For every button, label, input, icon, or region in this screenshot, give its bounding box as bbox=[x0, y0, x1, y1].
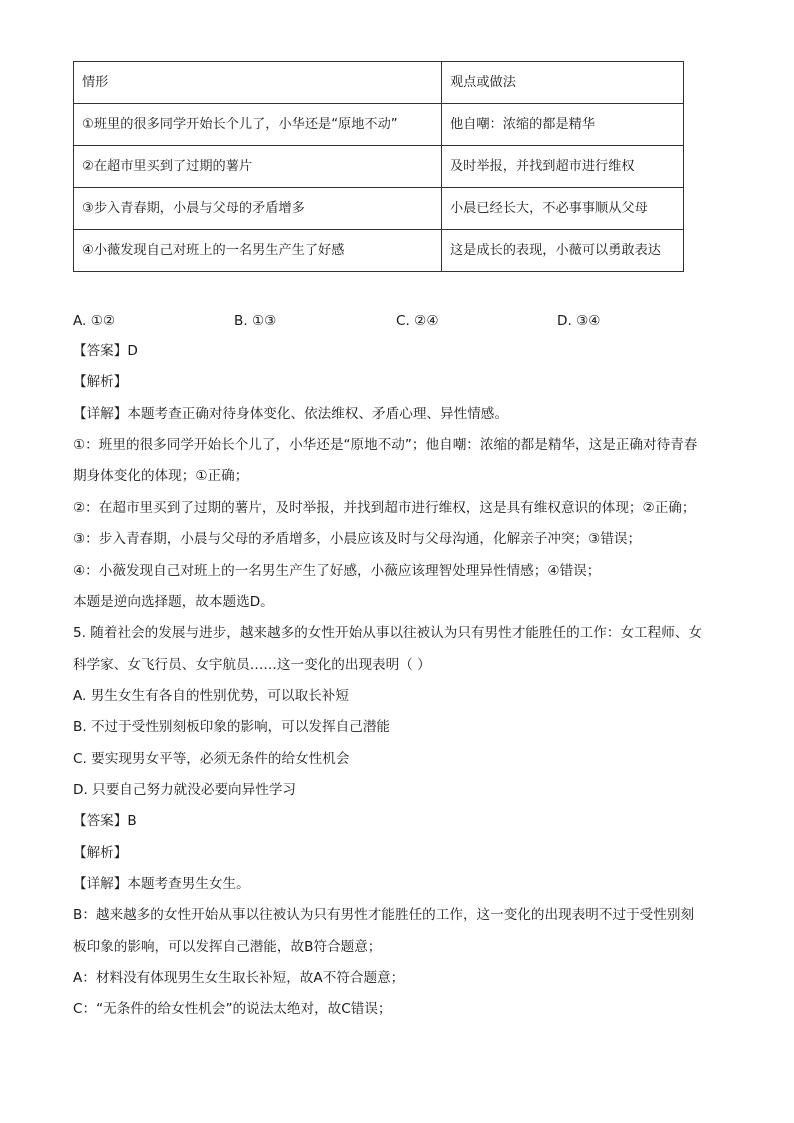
q5-point-a: A：材料没有体现男生女生取长补短，故A不符合题意； bbox=[73, 970, 405, 986]
q5-answer: 【答案】B bbox=[73, 813, 137, 829]
table-header-row bbox=[74, 62, 684, 104]
header-opinion: 观点或做法 bbox=[442, 62, 684, 104]
q4-detail: 【详解】本题考查正确对待身体变化、依法维权、矛盾心理、异性情感。 bbox=[73, 406, 508, 422]
q4-point-1-line-2: 期身体变化的体现；①正确； bbox=[73, 468, 249, 484]
q4-analysis-label: 【解析】 bbox=[73, 374, 128, 390]
table-cell: ①班里的很多同学开始长个儿了，小华还是“原地不动” bbox=[74, 104, 442, 146]
header-situation: 情形 bbox=[74, 62, 442, 104]
q5-option-a: A. 男生女生有各自的性别优势，可以取长补短 bbox=[73, 688, 349, 704]
table-cell: 他自嘲：浓缩的都是精华 bbox=[442, 104, 684, 146]
table-row bbox=[74, 146, 684, 188]
table-row bbox=[74, 188, 684, 230]
q5-option-b: B. 不过于受性别刻板印象的影响，可以发挥自己潜能 bbox=[73, 719, 391, 735]
q4-option-d: D. ③④ bbox=[557, 313, 601, 329]
table-cell: 小晨已经长大，不必事事顺从父母 bbox=[442, 188, 684, 230]
table-cell: ②在超市里买到了过期的薯片 bbox=[74, 146, 442, 188]
table-row bbox=[74, 104, 684, 146]
q5-option-c: C. 要实现男女平等，必须无条件的给女性机会 bbox=[73, 751, 350, 767]
table-row bbox=[74, 230, 684, 272]
table-cell: 及时举报，并找到超市进行维权 bbox=[442, 146, 684, 188]
q5-stem-line-2: 科学家、女飞行员、女宇航员……这一变化的出现表明（ ） bbox=[73, 657, 431, 673]
q5-detail: 【详解】本题考查男生女生。 bbox=[73, 876, 250, 892]
q4-point-2: ②：在超市里买到了过期的薯片，及时举报，并找到超市进行维权，这是具有维权意识的体现；②正确； bbox=[73, 500, 696, 516]
q5-point-c: C：“无条件的给女性机会”的说法太绝对，故C错误； bbox=[73, 1001, 392, 1017]
q4-answer: 【答案】D bbox=[73, 343, 138, 359]
q4-point-1-line-1: ①：班里的很多同学开始长个儿了，小华还是“原地不动”；他自嘲：浓缩的都是精华，这是正确对待青春 bbox=[73, 437, 698, 453]
q4-option-c: C. ②④ bbox=[396, 313, 439, 329]
q5-point-b-line-2: 板印象的影响，可以发挥自己潜能，故B符合题意； bbox=[73, 939, 382, 955]
q5-analysis-label: 【解析】 bbox=[73, 845, 128, 861]
table-cell: ③步入青春期，小晨与父母的矛盾增多 bbox=[74, 188, 442, 230]
q4-point-4: ④：小薇发现自己对班上的一名男生产生了好感，小薇应该理智处理异性情感；④错误； bbox=[73, 563, 601, 579]
q5-stem-line-1: 5. 随着社会的发展与进步，越来越多的女性开始从事以往被认为只有男性才能胜任的工作：女工程师、女 bbox=[73, 625, 703, 641]
q4-option-b: B. ①③ bbox=[234, 313, 277, 329]
q4-option-a: A. ①② bbox=[73, 313, 116, 329]
q4-point-3: ③：步入青春期，小晨与父母的矛盾增多，小晨应该及时与父母沟通，化解亲子冲突；③错误； bbox=[73, 531, 642, 547]
q5-point-b-line-1: B：越来越多的女性开始从事以往被认为只有男性才能胜任的工作，这一变化的出现表明不过于受性别刻 bbox=[73, 907, 695, 923]
q4-conclusion: 本题是逆向选择题，故本题选D。 bbox=[73, 594, 274, 610]
q5-option-d: D. 只要自己努力就没必要向异性学习 bbox=[73, 782, 297, 798]
table-cell: 这是成长的表现，小薇可以勇敢表达 bbox=[442, 230, 684, 272]
comparison-table bbox=[73, 61, 684, 272]
table-cell: ④小薇发现自己对班上的一名男生产生了好感 bbox=[74, 230, 442, 272]
